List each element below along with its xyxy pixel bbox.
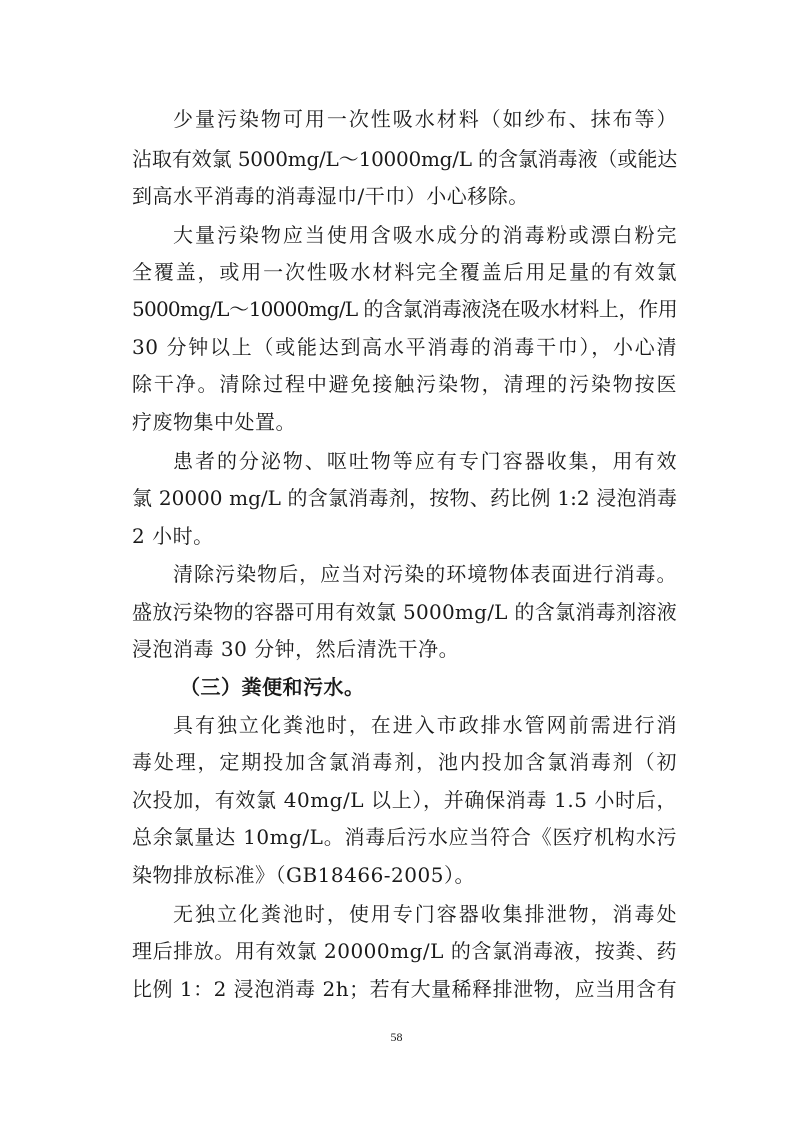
paragraph-line: 2 小时。: [132, 524, 214, 548]
paragraph-line: 除干净。清除过程中避免接触污染物，清理的污染物按医: [132, 372, 677, 396]
paragraph-line: 疗废物集中处置。: [132, 410, 296, 434]
section-heading: （三）粪便和污水。: [180, 675, 365, 699]
paragraph-line: 次投加，有效氯 40mg/L 以上），并确保消毒 1.5 小时后，: [132, 788, 677, 812]
paragraph-line: 浸泡消毒 30 分钟，然后清洗干净。: [132, 637, 460, 661]
paragraph-line: 到高水平消毒的消毒湿巾/干巾）小心移除。: [132, 184, 529, 208]
paragraph-line: 少量污染物可用一次性吸水材料（如纱布、抹布等）: [173, 107, 677, 131]
paragraph-line: 沾取有效氯 5000mg/L～10000mg/L 的含氯消毒液（或能达: [132, 147, 677, 171]
paragraph-line: 5000mg/L～10000mg/L 的含氯消毒液浇在吸水材料上，作用: [132, 297, 677, 321]
paragraph-line: 理后排放。用有效氯 20000mg/L 的含氯消毒液，按粪、药: [132, 939, 677, 963]
paragraph-line: 清除污染物后，应当对污染的环境物体表面进行消毒。: [173, 562, 677, 586]
paragraph-line: 总余氯量达 10mg/L。消毒后污水应当符合《医疗机构水污: [132, 825, 677, 849]
paragraph-line: 患者的分泌物、呕吐物等应有专门容器收集，用有效: [173, 449, 677, 473]
paragraph-line: 无独立化粪池时，使用专门容器收集排泄物，消毒处: [173, 902, 677, 926]
page-number: 58: [390, 1030, 403, 1044]
paragraph-line: 毒处理，定期投加含氯消毒剂，池内投加含氯消毒剂（初: [132, 750, 677, 774]
paragraph-line: 大量污染物应当使用含吸水成分的消毒粉或漂白粉完: [173, 223, 677, 247]
paragraph-line: 30 分钟以上（或能达到高水平消毒的消毒干巾），小心清: [132, 335, 677, 359]
paragraph-line: 染物排放标准》（GB18466-2005）。: [132, 863, 475, 887]
paragraph-line: 氯 20000 mg/L 的含氯消毒剂，按物、药比例 1:2 浸泡消毒: [132, 486, 677, 510]
paragraph-line: 比例 1：2 浸泡消毒 2h；若有大量稀释排泄物，应当用含有: [132, 977, 678, 1001]
paragraph-line: 具有独立化粪池时，在进入市政排水管网前需进行消: [173, 713, 677, 737]
paragraph-line: 全覆盖，或用一次性吸水材料完全覆盖后用足量的有效氯: [132, 260, 677, 284]
paragraph-line: 盛放污染物的容器可用有效氯 5000mg/L 的含氯消毒剂溶液: [132, 600, 677, 624]
